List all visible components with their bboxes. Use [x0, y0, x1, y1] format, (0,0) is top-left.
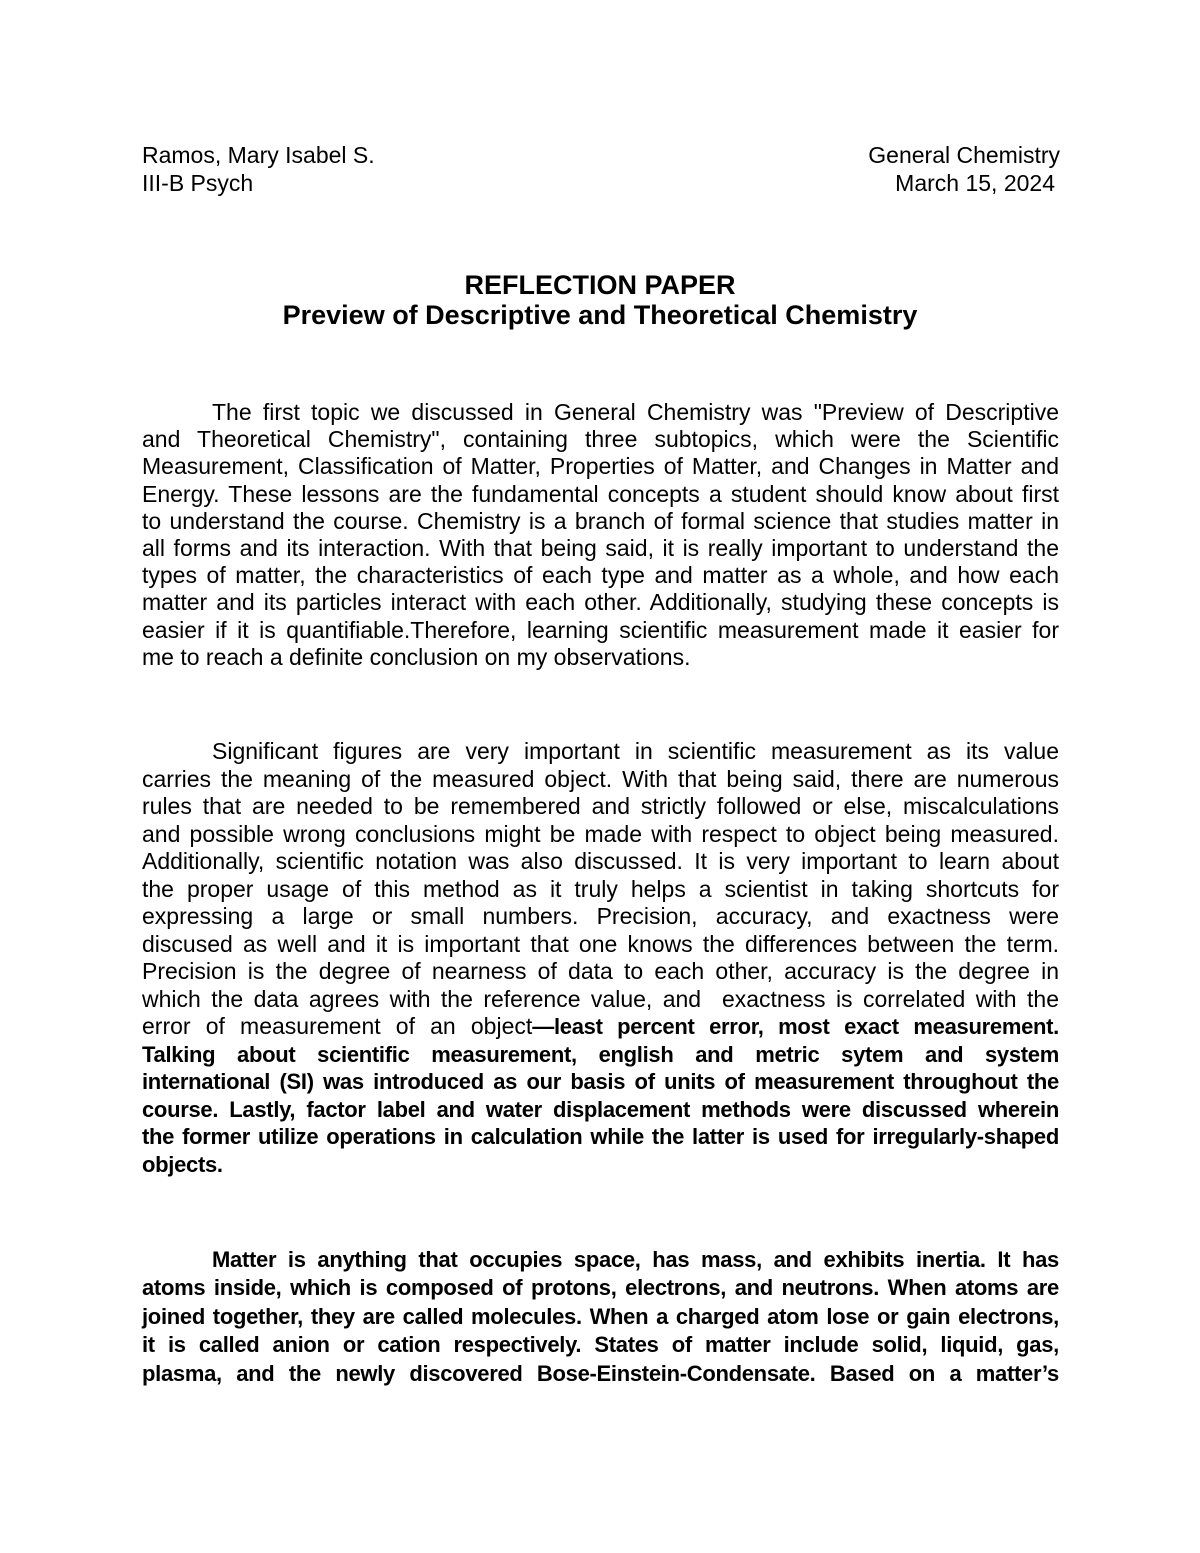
title-main: REFLECTION PAPER: [464, 270, 736, 300]
paragraph-1-line: Energy. These lessons are the fundamental concepts a student should know about first: [142, 480, 1059, 507]
document-date: March 15, 2024: [895, 170, 1055, 196]
paragraph-2-line: and possible wrong conclusions might be made with respect to object being measured.: [142, 820, 1059, 847]
paragraph-3-line: atoms inside, which is composed of protons, electrons, and neutrons. When atoms are: [142, 1275, 1059, 1301]
paragraph-2-line: [142, 1013, 1059, 1041]
paragraph-2-line: carries the meaning of the measured object. With that being said, there are numerous: [142, 765, 1059, 792]
paragraph-2-line: which the data agrees with the reference value, and exactness is correlated with the: [142, 985, 1059, 1012]
paragraph-1-line: and Theoretical Chemistry", containing three subtopics, which were the Scientific: [142, 426, 1059, 453]
paragraph-1: [142, 399, 1059, 671]
paragraph-1-line: me to reach a definite conclusion on my observations.: [142, 643, 691, 670]
paragraph-2-line: Talking about scientific measurement, english and metric sytem and system: [142, 1041, 1059, 1067]
paragraph-2-line: the proper usage of this method as it truly helps a scientist in taking shortcuts for: [142, 875, 1059, 902]
paragraph-2-line: discused as well and it is important that one knows the differences between the term.: [142, 930, 1059, 957]
paragraph-1-line: Measurement, Classification of Matter, Properties of Matter, and Changes in Matter and: [142, 453, 1059, 480]
paragraph-3-line: joined together, they are called molecules. When a charged atom lose or gain electrons,: [142, 1303, 1059, 1329]
paragraph-2-line: the former utilize operations in calculation while the latter is used for irregularly-shaped: [142, 1124, 1059, 1149]
paragraph-2: [142, 738, 1059, 1178]
student-name: Ramos, Mary Isabel S.: [142, 142, 375, 168]
paragraph-2-line: expressing a large or small numbers. Precision, accuracy, and exactness were: [142, 903, 1059, 929]
line-regular-text: error of measurement of an object: [142, 1013, 533, 1039]
paragraph-3-line: Matter is anything that occupies space, has mass, and exhibits inertia. It has: [212, 1247, 1059, 1272]
paragraph-2-line: Additionally, scientific notation was also discussed. It is very important to learn about: [142, 848, 1059, 874]
paragraph-1-line: to understand the course. Chemistry is a branch of formal science that studies matter in: [142, 507, 1059, 534]
paragraph-1-line: easier if it is quantifiable.Therefore, learning scientific measurement made it easier for: [142, 616, 1059, 643]
paragraph-1-line: The first topic we discussed in General Chemistry was "Preview of Descriptive: [212, 399, 1059, 425]
student-section: III-B Psych: [142, 170, 254, 196]
paragraph-2-line: international (SI) was introduced as our basis of units of measurement throughout the: [142, 1069, 1059, 1094]
paragraph-1-line: matter and its particles interact with each other. Additionally, studying these concepts is: [142, 589, 1059, 616]
paragraph-3: [142, 1246, 1059, 1388]
paragraph-2-line: Precision is the degree of nearness of data to each other, accuracy is the degree in: [142, 958, 1059, 984]
document-title: [0, 270, 1200, 330]
paragraph-2-line: rules that are needed to be remembered and strictly followed or else, miscalculations: [142, 793, 1059, 819]
course-name: General Chemistry: [868, 142, 1060, 168]
paragraph-1-line: all forms and its interaction. With that being said, it is really important to understand the: [142, 535, 1059, 562]
paragraph-2-line: Significant figures are very important in scientific measurement as its value: [212, 738, 1059, 764]
paragraph-2-line: objects.: [142, 1151, 223, 1177]
course-info: [868, 141, 1060, 197]
paragraph-3-line: it is called anion or cation respectively. States of matter include solid, liquid, gas,: [142, 1332, 1059, 1358]
paragraph-1-line: types of matter, the characteristics of each type and matter as a whole, and how each: [142, 562, 1059, 589]
title-subtitle: Preview of Descriptive and Theoretical Chemistry: [282, 300, 918, 330]
student-info: [142, 141, 375, 197]
paragraph-2-line: course. Lastly, factor label and water displacement methods were discussed wherein: [142, 1096, 1059, 1122]
paragraph-3-line: plasma, and the newly discovered Bose-Einstein-Condensate. Based on a matter’s: [142, 1360, 1059, 1386]
line-emphasis-text: —least percent error, most exact measurement.: [532, 1014, 1059, 1039]
